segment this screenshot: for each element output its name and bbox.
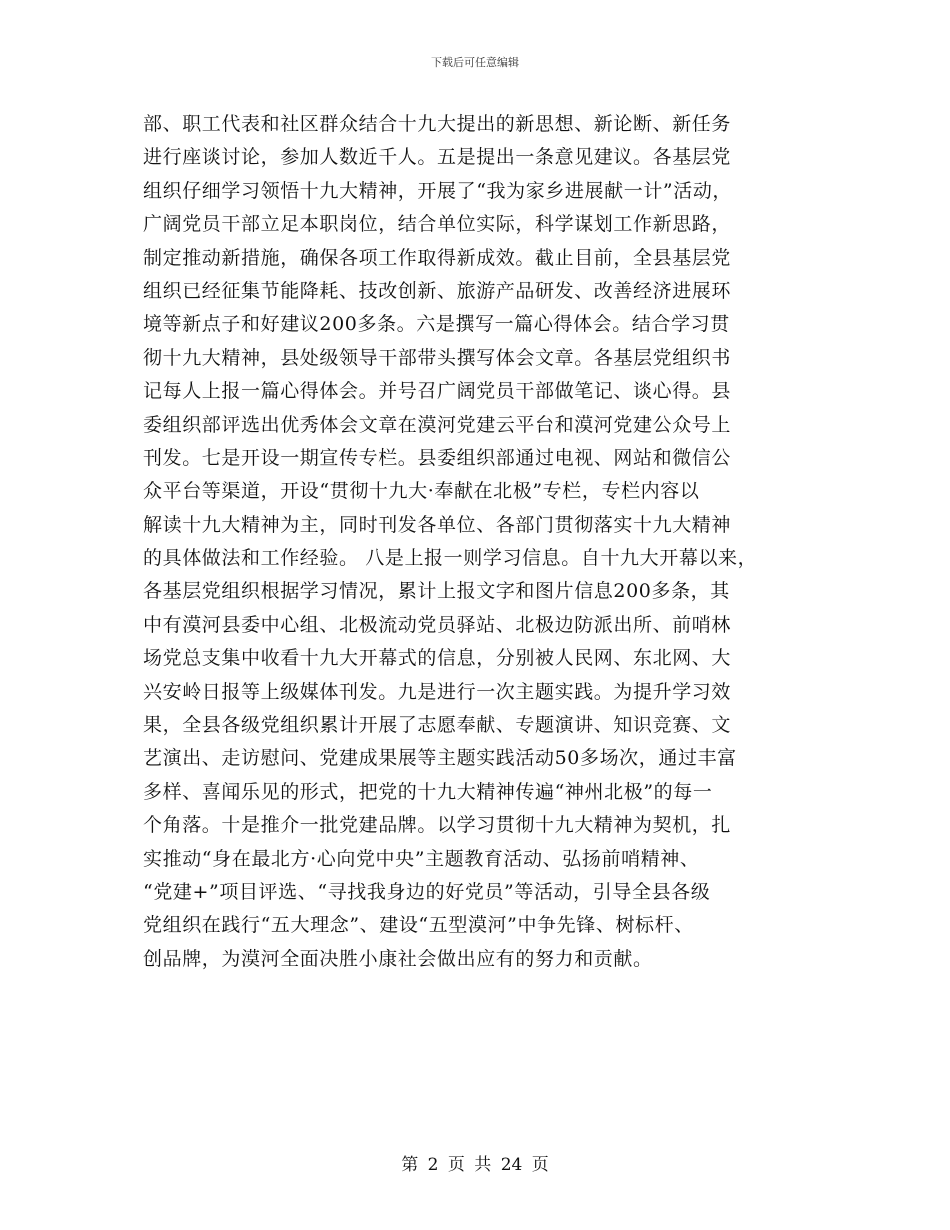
text-line: 各基层党组织根据学习情况，累计上报文字和图片信息200多条，其 bbox=[143, 580, 730, 603]
text-line: 的具体做法和工作经验。 八是上报一则学习信息。自十九大开幕以来， bbox=[143, 547, 758, 570]
text-line: 中有漠河县委中心组、北极流动党员驿站、北极边防派出所、前哨林 bbox=[143, 613, 732, 636]
text-line: 艺演出、走访慰问、党建成果展等主题实践活动50多场次，通过丰富 bbox=[143, 747, 737, 770]
page-number: 第 2 页 共 24 页 bbox=[401, 1155, 549, 1175]
text-line: 制定推动新措施，确保各项工作取得新成效。截止目前，全县基层党 bbox=[143, 246, 732, 269]
text-line: 组织已经征集节能降耗、技改创新、旅游产品研发、改善经济进展环 bbox=[143, 279, 732, 302]
text-line: 进行座谈讨论，参加人数近千人。五是提出一条意见建议。各基层党 bbox=[143, 146, 732, 169]
text-line: 多样、喜闻乐见的形式，把党的十九大精神传遍“神州北极”的每一 bbox=[143, 780, 713, 803]
page-header: 下载后可任意编辑 bbox=[431, 56, 519, 69]
text-line: 兴安岭日报等上级媒体刊发。九是进行一次主题实践。为提升学习效 bbox=[143, 680, 732, 703]
text-line: “党建+”项目评选、“寻找我身边的好党员”等活动，引导全县各级 bbox=[143, 880, 711, 903]
document-body bbox=[143, 108, 823, 976]
text-line: 彻十九大精神，县处级领导干部带头撰写体会文章。各基层党组织书 bbox=[143, 346, 732, 369]
text-line: 境等新点子和好建议200多条。六是撰写一篇心得体会。结合学习贯 bbox=[143, 313, 730, 336]
text-line: 刊发。七是开设一期宣传专栏。县委组织部通过电视、网站和微信公 bbox=[143, 446, 732, 469]
text-line: 实推动“身在最北方·心向党中央”主题教育活动、弘扬前哨精神、 bbox=[143, 847, 700, 870]
text-line: 个角落。十是推介一批党建品牌。以学习贯彻十九大精神为契机，扎 bbox=[143, 814, 732, 837]
text-line: 解读十九大精神为主，同时刊发各单位、各部门贯彻落实十九大精神 bbox=[143, 513, 732, 536]
text-line: 委组织部评选出优秀体会文章在漠河党建云平台和漠河党建公众号上 bbox=[143, 413, 732, 436]
text-line: 果，全县各级党组织累计开展了志愿奉献、专题演讲、知识竞赛、文 bbox=[143, 714, 732, 737]
text-line: 广阔党员干部立足本职岗位，结合单位实际，科学谋划工作新思路， bbox=[143, 213, 732, 236]
text-line: 组织仔细学习领悟十九大精神，开展了“我为家乡进展献一计”活动， bbox=[143, 179, 733, 202]
text-line: 场党总支集中收看十九大开幕式的信息，分别被人民网、东北网、大 bbox=[143, 647, 732, 670]
text-line: 众平台等渠道，开设“贯彻十九大·奉献在北极”专栏，专栏内容以 bbox=[143, 480, 700, 503]
text-line: 部、职工代表和社区群众结合十九大提出的新思想、新论断、新任务 bbox=[143, 113, 732, 135]
text-line: 记每人上报一篇心得体会。并号召广阔党员干部做笔记、谈心得。县 bbox=[143, 380, 732, 403]
text-line: 党组织在践行“五大理念”、建设“五型漠河”中争先锋、树标杆、 bbox=[143, 914, 694, 937]
text-line: 创品牌，为漠河全面决胜小康社会做出应有的努力和贡献。 bbox=[143, 947, 653, 970]
